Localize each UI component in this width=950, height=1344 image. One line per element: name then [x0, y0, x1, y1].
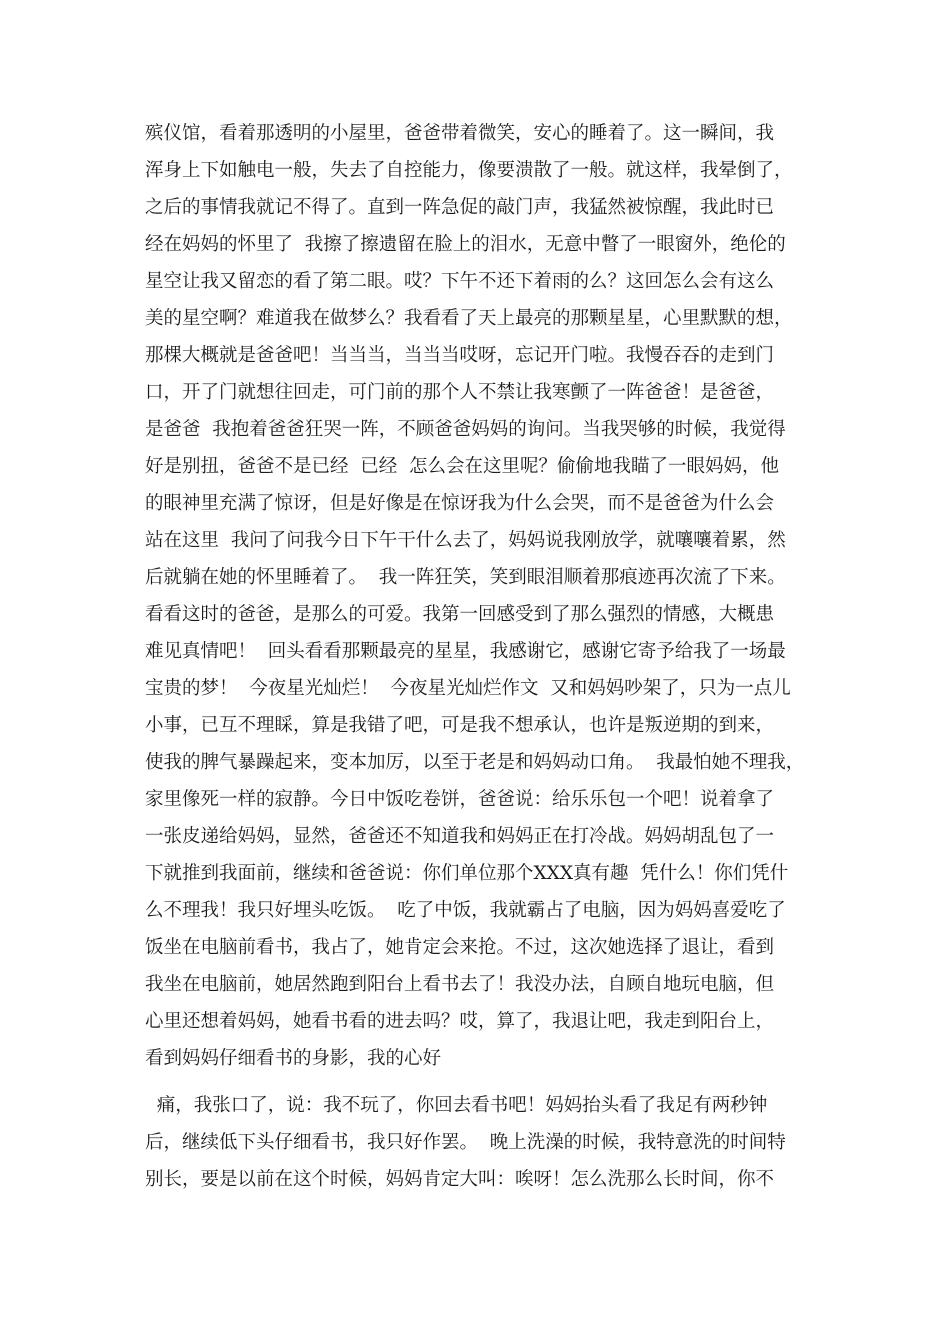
- text-line: 心里还想着妈妈，她看书看的进去吗？哎，算了，我退让吧，我走到阳台上，: [145, 1011, 775, 1032]
- text-line: 一张皮递给妈妈，显然，爸爸还不知道我和妈妈正在打冷战。妈妈胡乱包了一: [145, 826, 775, 847]
- text-line: 痛，我张口了，说：我不玩了，你回去看书吧！妈妈抬头看了我足有两秒钟: [145, 1095, 768, 1116]
- text-line: 之后的事情我就记不得了。直到一阵急促的敲门声，我猛然被惊醒，我此时已: [145, 197, 775, 218]
- text-line: 口，开了门就想往回走，可门前的那个人不禁让我寒颤了一阵爸爸！是爸爸，: [145, 382, 775, 403]
- text-line: 后就躺在她的怀里睡着了。 我一阵狂笑，笑到眼泪顺着那痕迹再次流了下来。: [145, 567, 786, 588]
- text-line: 么不理我！我只好埋头吃饭。 吃了中饭，我就霸占了电脑，因为妈妈喜爱吃了: [145, 900, 786, 921]
- text-line: 我坐在电脑前，她居然跑到阳台上看书去了！我没办法，自顾自地玩电脑，但: [145, 974, 775, 995]
- text-line: 好是别扭，爸爸不是已经 已经 怎么会在这里呢？偷偷地我瞄了一眼妈妈，他: [145, 456, 780, 477]
- text-line: 浑身上下如触电一般，失去了自控能力，像要溃散了一般。就这样，我晕倒了，: [145, 160, 793, 181]
- text-line: 难见真情吧！ 回头看看那颗最亮的星星，我感谢它，感谢它寄予给我了一场最: [145, 641, 786, 662]
- text-line: 下就推到我面前，继续和爸爸说：你们单位那个XXX真有趣 凭什么！你们凭什: [145, 863, 789, 884]
- text-line: 殡仪馆，看着那透明的小屋里，爸爸带着微笑，安心的睡着了。这一瞬间，我: [145, 123, 775, 144]
- text-line: 后，继续低下头仔细看书，我只好作罢。 晚上洗澡的时候，我特意洗的时间特: [145, 1132, 786, 1153]
- text-line: 使我的脾气暴躁起来，变本加厉，以至于老是和妈妈动口角。 我最怕她不理我，: [145, 752, 805, 773]
- text-line: 那棵大概就是爸爸吧！当当当，当当当哎呀，忘记开门啦。我慢吞吞的走到门: [145, 345, 775, 366]
- text-line: 站在这里 我问了问我今日下午干什么去了，妈妈说我刚放学，就嚷嚷着累，然: [145, 530, 786, 551]
- text-line: 看看这时的爸爸，是那么的可爱。我第一回感受到了那么强烈的情感，大概患: [145, 604, 775, 625]
- text-line: 家里像死一样的寂静。今日中饭吃卷饼，爸爸说：给乐乐包一个吧！说着拿了: [145, 789, 775, 810]
- text-line: 别长，要是以前在这个时候，妈妈肯定大叫：唉呀！怎么洗那么长时间，你不: [145, 1169, 775, 1190]
- text-line: 经在妈妈的怀里了 我擦了擦遗留在脸上的泪水，无意中瞥了一眼窗外，绝伦的: [145, 234, 786, 255]
- text-line: 的眼神里充满了惊讶，但是好像是在惊讶我为什么会哭，而不是爸爸为什么会: [145, 493, 775, 514]
- text-line: 星空让我又留恋的看了第二眼。哎？下午不还下着雨的么？这回怎么会有这么: [145, 271, 775, 292]
- text-line: 是爸爸 我抱着爸爸狂哭一阵，不顾爸爸妈妈的询问。当我哭够的时候，我觉得: [145, 419, 786, 440]
- text-line: 宝贵的梦！ 今夜星光灿烂！ 今夜星光灿烂作文 又和妈妈吵架了，只为一点儿: [145, 678, 791, 699]
- text-line: 饭坐在电脑前看书，我占了，她肯定会来抢。不过，这次她选择了退让，看到: [145, 937, 775, 958]
- text-line: 小事，已互不理睬，算是我错了吧，可是我不想承认，也许是叛逆期的到来，: [145, 715, 775, 736]
- text-line: 美的星空啊？难道我在做梦么？我看看了天上最亮的那颗星星，心里默默的想，: [145, 308, 793, 329]
- text-line: 看到妈妈仔细看书的身影，我的心好: [145, 1048, 442, 1069]
